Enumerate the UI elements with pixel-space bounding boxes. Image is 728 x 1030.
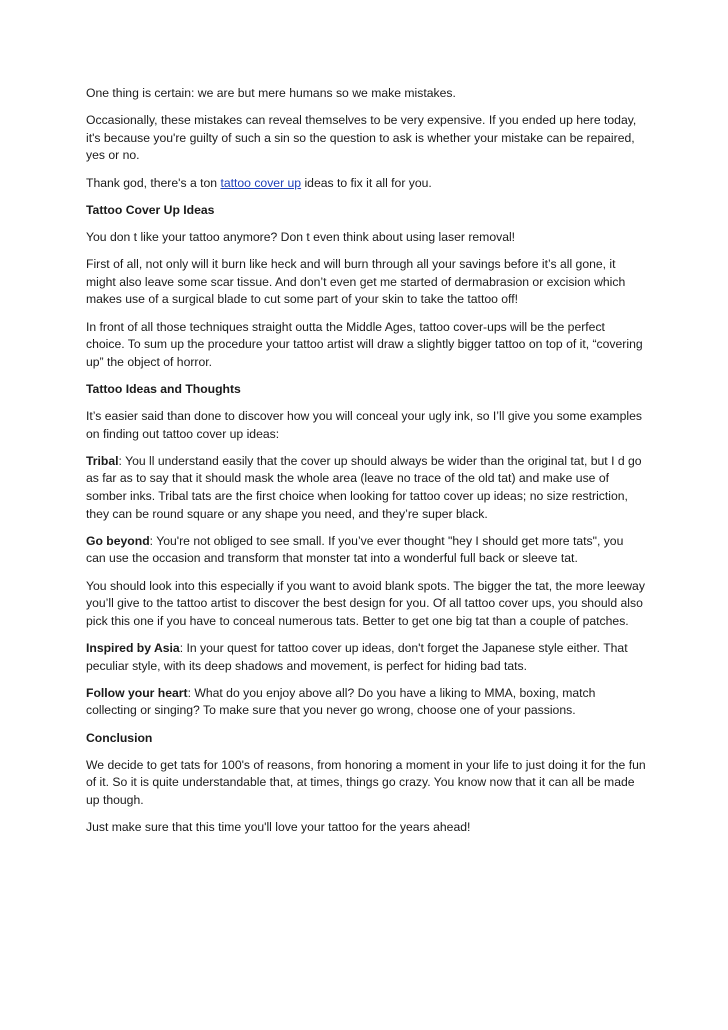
intro-paragraph: One thing is certain: we are but mere humans so we make mistakes. <box>86 86 456 100</box>
mistakes-paragraph: Occasionally, these mistakes can reveal themselves to be very expensive. If you ended up here today, it's because you're guilty of such a sin so the question to ask is whether your mistake can be repaired, yes or no. <box>86 113 637 163</box>
cover-up-choice-paragraph: In front of all those techniques straight outta the Middle Ages, tattoo cover-ups will be the perfect choice. To sum up the procedure your tattoo artist will draw a slightly bigger tattoo on top of it, “covering up” the object of horror. <box>86 319 643 369</box>
section-heading-conclusion: Conclusion <box>86 730 153 745</box>
conclusion-paragraph: We decide to get tats for 100's of reasons, from honoring a moment in your life to just doing it for the fun of it. So it is quite understandable that, at times, things go crazy. You know now that it can all be made up though. <box>86 757 646 807</box>
laser-risks-paragraph: First of all, not only will it burn like heck and will burn through all your savings before it’s all gone, it might also leave some scar tissue. And don’t even get me started of dermabrasion or excision which makes use of a surgical blade to cut some part of your skin to take the tattoo off! <box>86 257 626 307</box>
section-heading-cover-up-ideas: Tattoo Cover Up Ideas <box>86 202 215 217</box>
heart-text: : What do you enjoy above all? Do you have a liking to MMA, boxing, match collecting or singing? To make sure that you never go wrong, choose one of your passions. <box>86 685 596 718</box>
tattoo-cover-up-link[interactable]: tattoo cover up <box>220 175 302 190</box>
cover-up-intro-text-before: Thank god, there's a ton <box>86 175 221 190</box>
cover-up-intro-text-after: ideas to fix it all for you. <box>301 175 432 190</box>
tribal-text: : You ll understand easily that the cover up should always be wider than the original tat, but I d go as far as to say that it should mask the whole area (leave no trace of the old tat) and make use of somber inks. Tribal tats are the first choice when looking for tattoo cover up ideas; no size restriction, they can be round square or any shape you need, and they’re super black. <box>86 453 642 521</box>
heart-paragraph <box>86 685 646 720</box>
examples-intro-paragraph: It’s easier said than done to discover how you will conceal your ugly ink, so I’ll give you some examples on finding out tattoo cover up ideas: <box>86 409 642 441</box>
cover-up-intro-paragraph <box>86 175 646 193</box>
go-beyond-text: : You're not obliged to see small. If you’ve ever thought "hey I should get more tats", you can use the occasion and transform that monster tat into a wonderful full back or sleeve tat. <box>86 533 624 566</box>
tribal-paragraph <box>86 453 646 523</box>
asia-paragraph <box>86 640 646 675</box>
closing-paragraph: Just make sure that this time you'll love your tattoo for the years ahead! <box>86 820 471 835</box>
asia-text: : In your quest for tattoo cover up ideas, don't forget the Japanese style either. That peculiar style, with its deep shadows and movement, is perfect for hiding bad tats. <box>86 640 628 673</box>
heart-lead: Follow your heart <box>86 685 188 700</box>
dislike-paragraph: You don t like your tattoo anymore? Don t even think about using laser removal! <box>86 229 516 244</box>
go-beyond-lead: Go beyond <box>86 533 150 548</box>
tribal-lead: Tribal <box>86 453 119 468</box>
section-heading-ideas-thoughts: Tattoo Ideas and Thoughts <box>86 381 241 396</box>
go-beyond-paragraph <box>86 533 646 568</box>
document-body <box>86 85 646 846</box>
blank-spots-paragraph: You should look into this especially if you want to avoid blank spots. The bigger the tat, the more leeway you’ll give to the tattoo artist to discover the best design for you. Of all tattoo cover ups, you should also pick this one if you have to conceal numerous tats. Better to get one big tat than a couple of patches. <box>86 578 645 628</box>
asia-lead: Inspired by Asia <box>86 640 180 655</box>
